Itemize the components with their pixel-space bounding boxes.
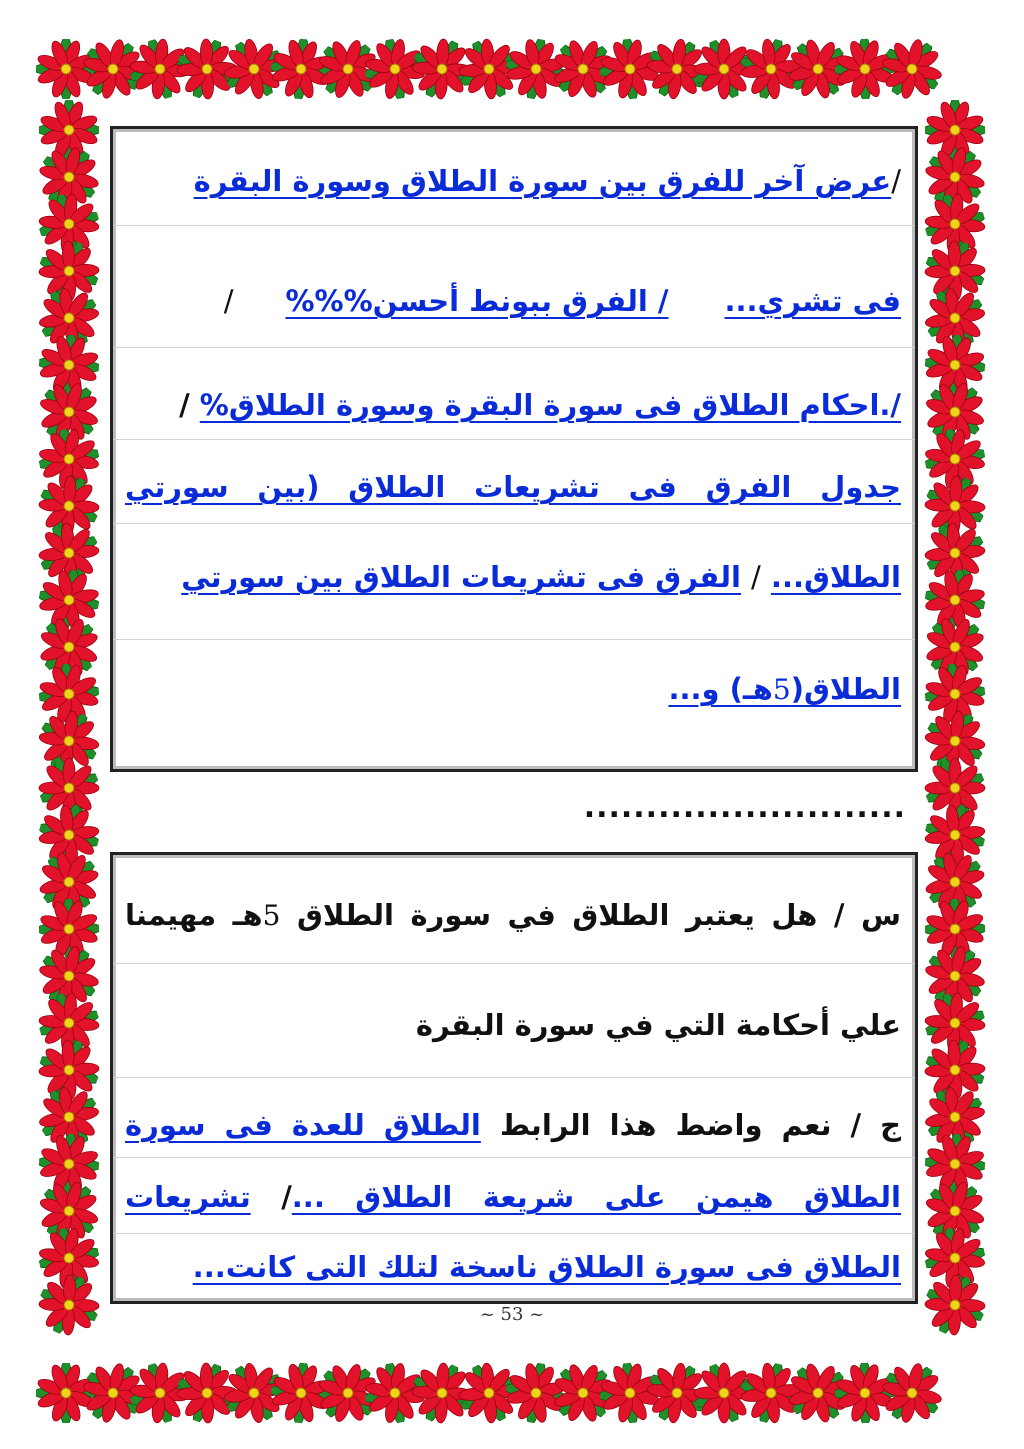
poinsettia-flower-icon	[882, 39, 942, 99]
box1-line-2: فى تشري.../ الفرق ببونط أحسن%%%/	[223, 284, 901, 318]
border-right	[922, 100, 988, 1362]
answer-line-2: الطلاق هيمن على شريعة الطلاق .../ تشريعات	[125, 1180, 901, 1214]
border-left	[36, 100, 102, 1362]
border-top	[36, 36, 988, 102]
link-divorce-rulings[interactable]: /.احكام الطلاق فى سورة البقرة وسورة الطلاق%	[199, 388, 901, 422]
link-talaq-iddah[interactable]: الطلاق للعدة فى سورة	[125, 1108, 481, 1142]
box1-line-1: /عرض آخر للفرق بين سورة الطلاق وسورة البقرة	[193, 164, 901, 198]
link-difference-table[interactable]: جدول الفرق فى تشريعات الطلاق (بين سورتي	[125, 470, 901, 504]
page-number: ~ 53 ~	[479, 1304, 545, 1325]
link-talaq-dominates[interactable]: الطلاق هيمن على شريعة الطلاق ...	[291, 1180, 901, 1214]
link-difference-legislation[interactable]: الفرق فى تشريعات الطلاق بين سورتي	[181, 560, 741, 594]
content-box-bottom	[110, 852, 918, 1304]
box1-line-3: /.احكام الطلاق فى سورة البقرة وسورة الطلاق% /	[179, 388, 901, 422]
link-alternative-comparison[interactable]: عرض آخر للفرق بين سورة الطلاق وسورة البقرة	[193, 164, 892, 198]
separator-dots: ..........................	[583, 790, 906, 825]
question-line-2: علي أحكامة التي في سورة البقرة	[415, 1008, 901, 1042]
link-talaq-a[interactable]: الطلاق...	[770, 560, 901, 594]
poinsettia-flower-icon	[882, 1363, 942, 1423]
box1-line-4	[125, 467, 901, 507]
answer-line-1: ج / نعم واضط هذا الرابط الطلاق للعدة فى سورة	[125, 1108, 901, 1142]
content-box-top	[110, 126, 918, 772]
link-talaq-5h[interactable]: الطلاق(5هـ) و...	[668, 672, 901, 706]
link-talaq-abrogating[interactable]: الطلاق فى سورة الطلاق ناسخة لتلك التى كانت...	[192, 1250, 901, 1284]
box1-line-6	[125, 669, 901, 710]
link-tashri[interactable]: فى تشري...	[724, 284, 901, 318]
box1-line-5: الطلاق... / الفرق فى تشريعات الطلاق بين سورتي	[181, 560, 901, 594]
border-bottom	[36, 1360, 988, 1426]
link-legislations[interactable]: تشريعات	[125, 1180, 251, 1214]
question-line-1: س / هل يعتبر الطلاق في سورة الطلاق 5هـ مهيمنا	[125, 898, 901, 932]
answer-line-3	[125, 1247, 901, 1287]
link-better-font-difference[interactable]: / الفرق ببونط أحسن%%%	[285, 284, 669, 318]
